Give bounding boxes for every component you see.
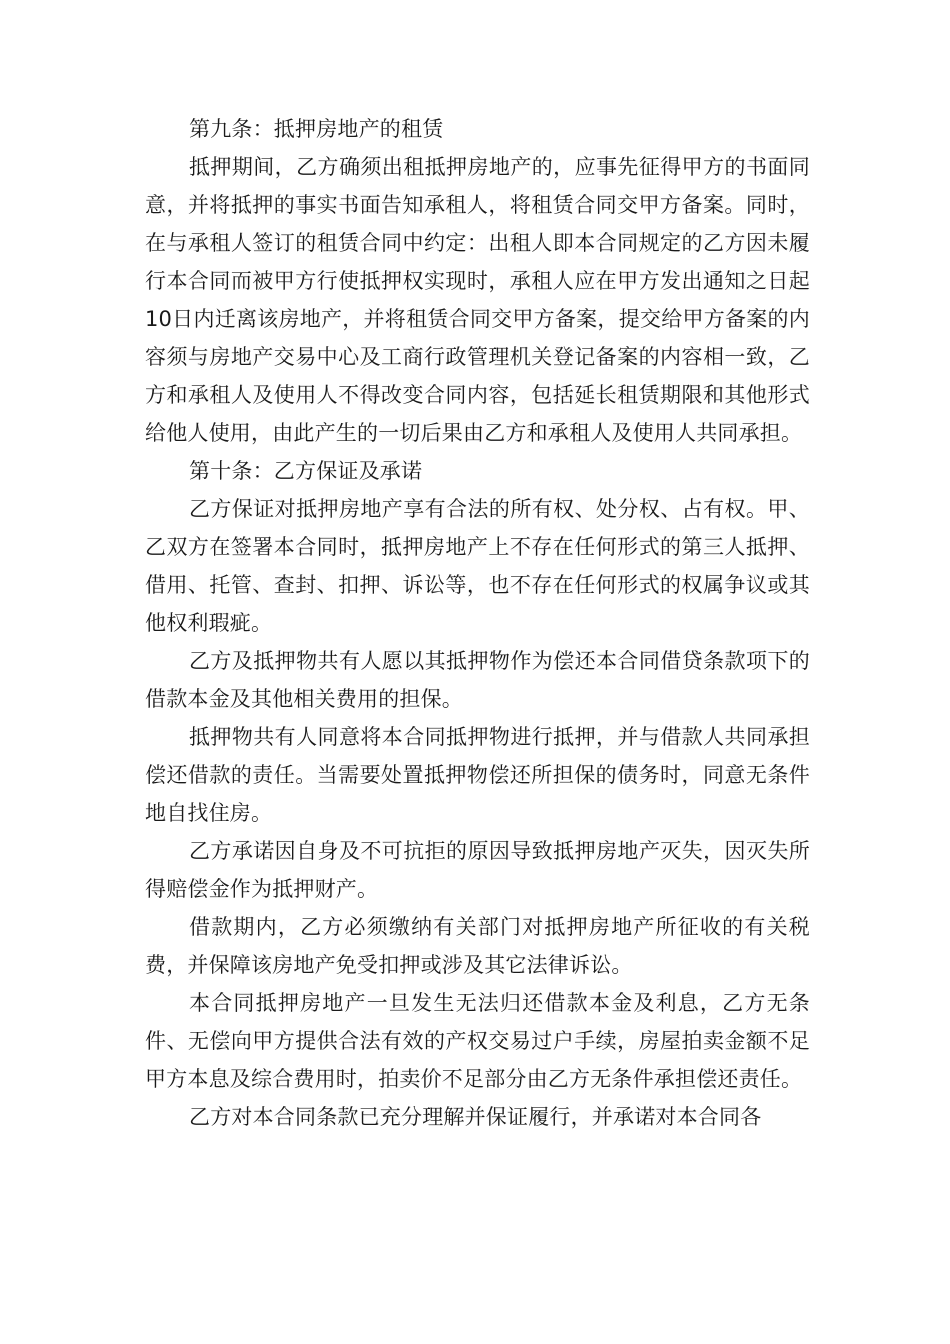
article-10-heading: 第十条：乙方保证及承诺	[189, 459, 423, 483]
article-10-paragraph-7: 乙方对本合同条款已充分理解并保证履行，并承诺对本合同各	[189, 1105, 762, 1129]
article-9-heading: 第九条：抵押房地产的租赁	[189, 117, 444, 141]
article-10-paragraph-2: 乙方及抵押物共有人愿以其抵押物作为偿还本合同借贷条款项下的借款本金及其他相关费用的担保。	[145, 649, 810, 711]
article-10-paragraph-4: 乙方承诺因自身及不可抗拒的原因导致抵押房地产灭失，因灭失所得赔偿金作为抵押财产。	[145, 839, 810, 901]
article-10-paragraph-6: 本合同抵押房地产一旦发生无法归还借款本金及利息，乙方无条件、无偿向甲方提供合法有效的产权交易过户手续，房屋拍卖金额不足甲方本息及综合费用时，拍卖价不足部分由乙方无条件承担偿还责任。	[145, 991, 810, 1091]
article-10-paragraph-1: 乙方保证对抵押房地产享有合法的所有权、处分权、占有权。甲、乙双方在签署本合同时，抵押房地产上不存在任何形式的第三人抵押、借用、托管、查封、扣押、诉讼等，也不存在任何形式的权属争议或其他权利瑕疵。	[145, 497, 810, 635]
article-10-paragraph-3: 抵押物共有人同意将本合同抵押物进行抵押，并与借款人共同承担偿还借款的责任。当需要处置抵押物偿还所担保的债务时，同意无条件地自找住房。	[145, 725, 810, 825]
article-10-paragraph-5: 借款期内，乙方必须缴纳有关部门对抵押房地产所征收的有关税费，并保障该房地产免受扣押或涉及其它法律诉讼。	[145, 915, 810, 977]
article-9-paragraph: 抵押期间，乙方确须出租抵押房地产的，应事先征得甲方的书面同意，并将抵押的事实书面告知承租人，将租赁合同交甲方备案。同时，在与承租人签订的租赁合同中约定：出租人即本合同规定的乙方因未履行本合同而被甲方行使抵押权实现时，承租人应在甲方发出通知之日起10日内迁离该房地产，并将租赁合同交甲方备案，提交给甲方备案的内容须与房地产交易中心及工商行政管理机关登记备案的内容相一致，乙方和承租人及使用人不得改变合同内容，包括延长租赁期限和其他形式给他人使用，由此产生的一切后果由乙方和承租人及使用人共同承担。	[145, 155, 810, 445]
